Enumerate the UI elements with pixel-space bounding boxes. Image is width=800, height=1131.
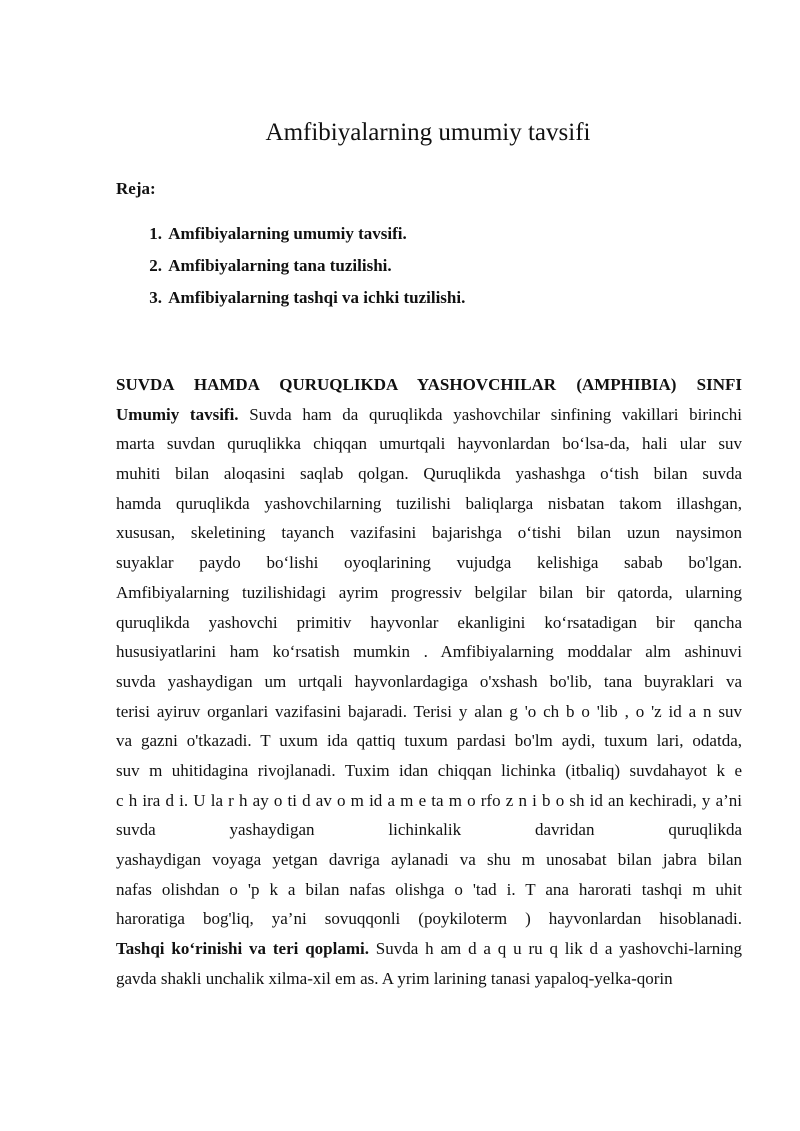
line-text: marta suvdan quruqlikka chiqqan umurtqali hayvonlardan bo‘lsa-da, hali ular suv — [116, 434, 742, 454]
line-text: terisi ayiruv organlari vazifasini bajaradi. Terisi y alan g 'o ch b o 'lib , o 'z id a n suv — [116, 701, 742, 721]
line-text: quruqlikda yashovchi primitiv hayvonlar ekanligini ko‘rsatadigan bir qancha — [116, 612, 742, 632]
plan-item — [116, 287, 465, 319]
plan-item-text: Amfibiyalarning umumiy tavsifi. — [168, 224, 407, 243]
plan-label: Reja: — [116, 179, 156, 198]
text-line — [116, 370, 742, 400]
line-text: muhiti bilan aloqasini saqlab qolgan. Quruqlikda yashashga o‘tish bilan suvda — [116, 464, 742, 484]
line-text: suvda yashaydigan lichinkalik davridan quruqlikda — [116, 820, 742, 840]
text-line — [116, 934, 742, 964]
line-text: haroratiga bog'liq, ya’ni sovuqqonli (poykiloterm ) hayvonlardan hisoblanadi. — [116, 909, 742, 929]
bold-heading: Umumiy tavsifi. — [116, 404, 239, 424]
plan-item-number: 3. — [149, 288, 162, 307]
line-text: xususan, skeletining tayanch vazifasini bajarishga o‘tishi bilan uzun naysimon — [116, 523, 742, 543]
line-text: hamda quruqlikda yashovchilarning tuzilishi baliqlarga nisbatan takom illashgan, — [116, 493, 742, 513]
bold-heading: SUVDA HAMDA QURUQLIKDA YASHOVCHILAR (AMPHIBIA) SINFI — [116, 375, 742, 394]
text-line — [116, 726, 742, 756]
text-line — [116, 875, 742, 905]
bold-heading: Tashqi ko‘rinishi va teri qoplami. — [116, 939, 369, 959]
line-text: suv m uhitidagina rivojlanadi. Tuxim idan chiqqan lichinka (itbaliq) suvdahayot k e — [116, 760, 742, 780]
line-text: suvda yashaydigan um urtqali hayvonlardagiga o'xshash bo'lib, tana buyraklari va — [116, 671, 742, 691]
text-line — [116, 429, 742, 459]
plan-item-text: Amfibiyalarning tana tuzilishi. — [168, 256, 392, 275]
line-text: hususiyatlarini ham ko‘rsatish mumkin . Amfibiyalarning moddalar alm ashinuvi — [116, 642, 742, 662]
plan-item — [116, 255, 465, 287]
text-line — [116, 608, 742, 638]
text-line — [116, 459, 742, 489]
body-text — [116, 370, 742, 993]
line-text: c h ira d i. U la r h ay o ti d av o m id a m e ta m o rfo z n i b o sh id an kechiradi, y a’ni — [116, 790, 742, 810]
plan-item-number: 2. — [149, 256, 162, 275]
text-line — [116, 578, 742, 608]
text-line — [116, 964, 742, 994]
text-line — [116, 904, 742, 934]
text-line — [116, 845, 742, 875]
text-line — [116, 786, 742, 816]
line-text: suyaklar paydo bo‘lishi oyoqlarining vujudga kelishiga sabab bo'lgan. — [116, 553, 742, 573]
line-text: Suvda ham da quruqlikda yashovchilar sinfining vakillari birinchi — [238, 404, 742, 424]
text-line — [116, 400, 742, 430]
line-text: va gazni o'tkazadi. T uxum ida qattiq tuxum pardasi bo'lm aydi, tuxum lari, odatda, — [116, 731, 742, 751]
plan-list — [116, 223, 465, 319]
line-text: nafas olishdan o 'p k a bilan nafas olishga o 'tad i. T ana harorati tashqi m uhit — [116, 879, 742, 899]
text-line — [116, 518, 742, 548]
text-line — [116, 489, 742, 519]
document-title: Amfibiyalarning umumiy tavsifi — [265, 119, 591, 146]
line-text: gavda shakli unchalik xilma-xil em as. A yrim larining tanasi yapaloq-yelka-qorin — [116, 968, 673, 988]
plan-item — [116, 223, 465, 255]
line-text: Suvda h am d a q u ru q lik d a yashovchi-larning — [368, 939, 743, 959]
text-line — [116, 548, 742, 578]
line-text: yashaydigan voyaga yetgan davriga aylanadi va shu m unosabat bilan jabra bilan — [116, 850, 742, 869]
plan-item-text: Amfibiyalarning tashqi va ichki tuzilishi. — [168, 288, 466, 307]
text-line — [116, 815, 742, 845]
text-line — [116, 637, 742, 667]
text-line — [116, 667, 742, 697]
text-line — [116, 697, 742, 727]
line-text: Amfibiyalarning tuzilishidagi ayrim progressiv belgilar bilan bir qatorda, ularning — [116, 582, 742, 602]
text-line — [116, 756, 742, 786]
plan-item-number: 1. — [149, 224, 162, 243]
